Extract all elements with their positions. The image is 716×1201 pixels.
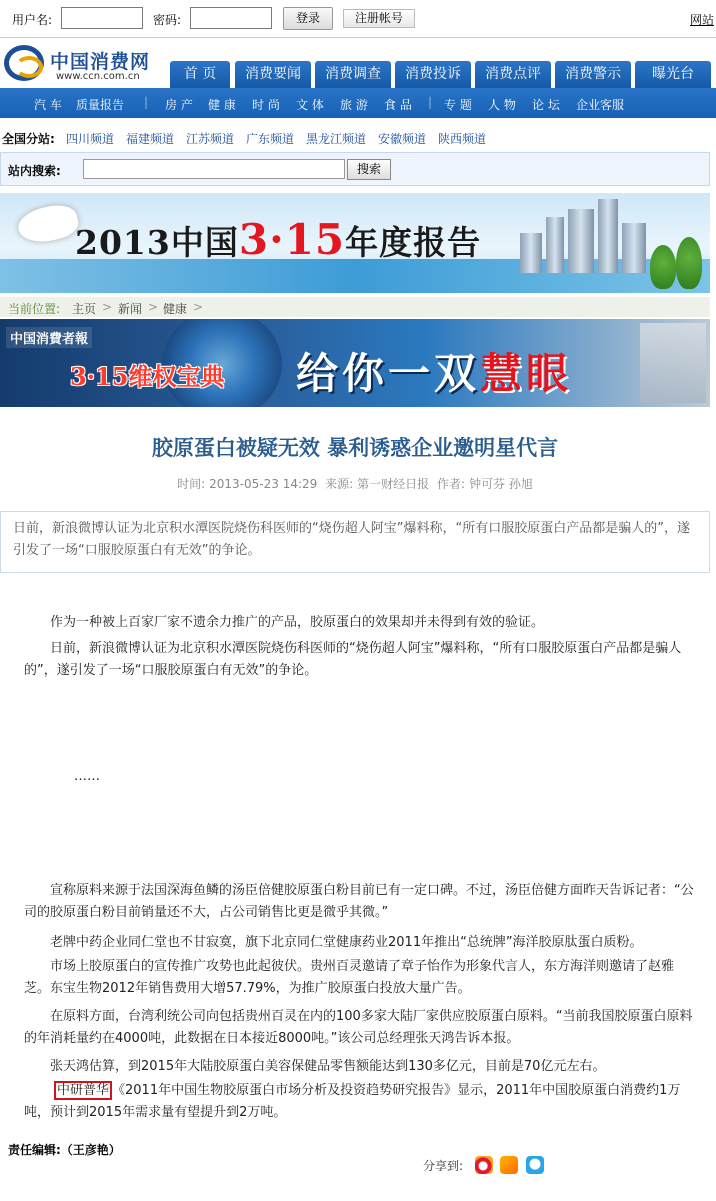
- subnav-house[interactable]: 房 产: [165, 98, 193, 112]
- breadcrumb-home[interactable]: 主页: [72, 302, 97, 316]
- building-icon: [622, 223, 646, 273]
- author-label: 作者:: [437, 477, 466, 491]
- building-icon: [546, 217, 564, 273]
- branch-shaanxi[interactable]: 陕西频道: [438, 132, 487, 146]
- share-label: 分享到:: [423, 1159, 464, 1173]
- subnav-people[interactable]: 人 物: [488, 98, 516, 112]
- register-button[interactable]: 注册帐号: [343, 9, 415, 28]
- subnav-fashion[interactable]: 时 尚: [252, 98, 280, 112]
- article-summary: 日前，新浪微博认证为北京积水潭医院烧伤科医师的“烧伤超人阿宝”爆料称，“所有口服胶原蛋白产品都是骗人的”，遂引发了一场“口服胶原蛋白有无效”的争论。: [0, 511, 710, 573]
- site-nav-link[interactable]: 网站: [689, 13, 714, 27]
- logo-url: www.ccn.com.cn: [56, 71, 140, 82]
- report-banner[interactable]: [0, 193, 710, 293]
- subnav-culture[interactable]: 文 体: [296, 98, 324, 112]
- banner-title-suffix: 年度报告: [345, 223, 482, 262]
- banner-title-prefix: 2013中国: [75, 223, 239, 262]
- article-meta: [0, 475, 710, 492]
- branch-jiangsu[interactable]: 江苏频道: [186, 132, 235, 146]
- article-title: 胶原蛋白被疑无效 暴利诱惑企业邀明星代言: [151, 435, 559, 460]
- nav-tab-warning[interactable]: 消费警示: [555, 61, 631, 88]
- login-bar: [0, 0, 716, 38]
- nav-tab-home[interactable]: 首 页: [170, 61, 230, 88]
- building-icon: [598, 199, 618, 273]
- rights-banner[interactable]: [0, 319, 710, 407]
- branch-bar: [0, 126, 716, 148]
- article-paragraph: 宣称原料来源于法国深海鱼鳞的汤臣倍健胶原蛋白粉目前已有一定口碑。不过，汤臣倍健方面昨天告诉记者：“公司的胶原蛋白粉目前销量还不大，占公司销售比更是微乎其微。”: [24, 883, 694, 920]
- subnav-divider: |: [428, 95, 433, 109]
- slogan-text: 给你一双: [296, 349, 481, 398]
- responsible-editor: 责任编辑:（王彦艳）: [8, 1143, 121, 1157]
- banner-decoration: [640, 323, 706, 403]
- banner-subtitle: 3·15维权宝典: [70, 362, 225, 391]
- article-paragraph: 市场上胶原蛋白的宣传推广攻势也此起彼伏。贵州百灵邀请了章子怡作为形象代言人，东方海洋则邀请了赵雅芝。东宝生物2012年销售费用大增57.79%，为推广胶原蛋白投放大量广告。: [24, 959, 675, 996]
- subnav-divider: |: [144, 95, 149, 109]
- tencent-weibo-icon[interactable]: [500, 1156, 518, 1174]
- subnav-food[interactable]: 食 品: [384, 98, 412, 112]
- article-paragraph: 老牌中药企业同仁堂也不甘寂寞，旗下北京同仁堂健康药业2011年推出“总统牌”海洋胶原肽蛋白质粉。: [50, 935, 643, 950]
- breadcrumb-news[interactable]: 新闻: [118, 302, 143, 316]
- article-paragraph: 在原料方面，台湾利统公司向包括贵州百灵在内的100多家大陆厂家供应胶原蛋白原料。“当前我国胶原蛋白原料的年消耗量约在4000吨，此数据在日本接近8000吨。”该公司总经理张天鸿告诉本报。: [24, 1009, 693, 1046]
- time-label: 时间:: [177, 477, 206, 491]
- article-paragraph: 张天鸿估算，到2015年大陆胶原蛋白美容保健品零售额能达到130多亿元，目前是70亿元左右。: [50, 1059, 606, 1074]
- subnav-service[interactable]: 企业客服: [576, 98, 625, 112]
- site-search: [0, 152, 710, 186]
- branch-fujian[interactable]: 福建频道: [126, 132, 175, 146]
- subnav-topic[interactable]: 专 题: [444, 98, 472, 112]
- breadcrumb-separator: >: [193, 300, 204, 314]
- building-icon: [520, 233, 542, 273]
- username-label: 用户名:: [12, 13, 53, 27]
- weibo-icon[interactable]: [475, 1156, 493, 1174]
- breadcrumb-health[interactable]: 健康: [163, 302, 188, 316]
- logo-name: 中国消费网: [50, 51, 151, 73]
- newspaper-logo: 中国消費者報: [6, 327, 92, 348]
- tree-icon: [676, 237, 702, 289]
- article-paragraph-text: 《2011年中国生物胶原蛋白市场分析及投资趋势研究报告》显示，2011年中国胶原蛋白消费约1万吨，预计到2015年需求量有望提升到2万吨。: [24, 1083, 681, 1120]
- username-input[interactable]: [61, 7, 143, 29]
- search-button[interactable]: 搜索: [347, 159, 391, 180]
- subnav-quality[interactable]: 质量报告: [76, 98, 125, 112]
- nav-tab-complaint[interactable]: 消费投诉: [395, 61, 471, 88]
- article-ellipsis: ……: [74, 769, 100, 784]
- qzone-icon[interactable]: [526, 1156, 544, 1174]
- nav-tab-exposure[interactable]: 曝光台: [635, 61, 711, 88]
- banner-title-315: 3·15: [238, 215, 346, 264]
- breadcrumb-separator: >: [102, 300, 113, 314]
- publish-time: 2013-05-23 14:29: [209, 477, 318, 491]
- password-label: 密码:: [153, 13, 182, 27]
- slogan-highlight: 慧眼: [480, 349, 573, 398]
- nav-tab-review[interactable]: 消费点评: [475, 61, 551, 88]
- breadcrumb-label: 当前位置:: [8, 302, 61, 316]
- nav-tab-news[interactable]: 消费要闻: [235, 61, 311, 88]
- search-input[interactable]: [83, 159, 345, 179]
- article-paragraph: 作为一种被上百家厂家不遗余力推广的产品，胶原蛋白的效果却并未得到有效的验证。: [50, 615, 545, 630]
- tree-icon: [650, 245, 676, 289]
- article-paragraph: [24, 1080, 694, 1124]
- logo-mark-icon: [4, 45, 44, 81]
- branch-anhui[interactable]: 安徽频道: [378, 132, 427, 146]
- subnav-forum[interactable]: 论 坛: [532, 98, 560, 112]
- dove-icon: [15, 200, 81, 248]
- site-logo[interactable]: [4, 45, 154, 85]
- password-input[interactable]: [190, 7, 272, 29]
- banner-title: [75, 215, 481, 264]
- branch-heilongjiang[interactable]: 黑龙江频道: [306, 132, 367, 146]
- breadcrumb: [0, 297, 710, 317]
- search-label: 站内搜索:: [8, 164, 61, 178]
- branch-guangdong[interactable]: 广东频道: [246, 132, 295, 146]
- nav-tab-survey[interactable]: 消费调查: [315, 61, 391, 88]
- subnav-travel[interactable]: 旅 游: [340, 98, 368, 112]
- article-paragraph: 日前，新浪微博认证为北京积水潭医院烧伤科医师的“烧伤超人阿宝”爆料称，“所有口服胶原蛋白产品都是骗人的”，遂引发了一场“口服胶原蛋白有无效”的争论。: [24, 641, 682, 678]
- subnav-health[interactable]: 健 康: [208, 98, 236, 112]
- zhongyan-puhua-link[interactable]: 中研普华: [54, 1081, 112, 1100]
- breadcrumb-separator: >: [148, 300, 159, 314]
- subnav-auto[interactable]: 汽 车: [34, 98, 62, 112]
- source-label: 来源:: [325, 477, 354, 491]
- article-source: 第一财经日报: [357, 477, 430, 491]
- branch-label: 全国分站:: [2, 132, 55, 146]
- banner-slogan: [296, 341, 572, 401]
- login-button[interactable]: 登录: [283, 7, 333, 30]
- building-icon: [568, 209, 594, 273]
- article-author: 钟可芬 孙旭: [469, 477, 533, 491]
- branch-sichuan[interactable]: 四川频道: [66, 132, 115, 146]
